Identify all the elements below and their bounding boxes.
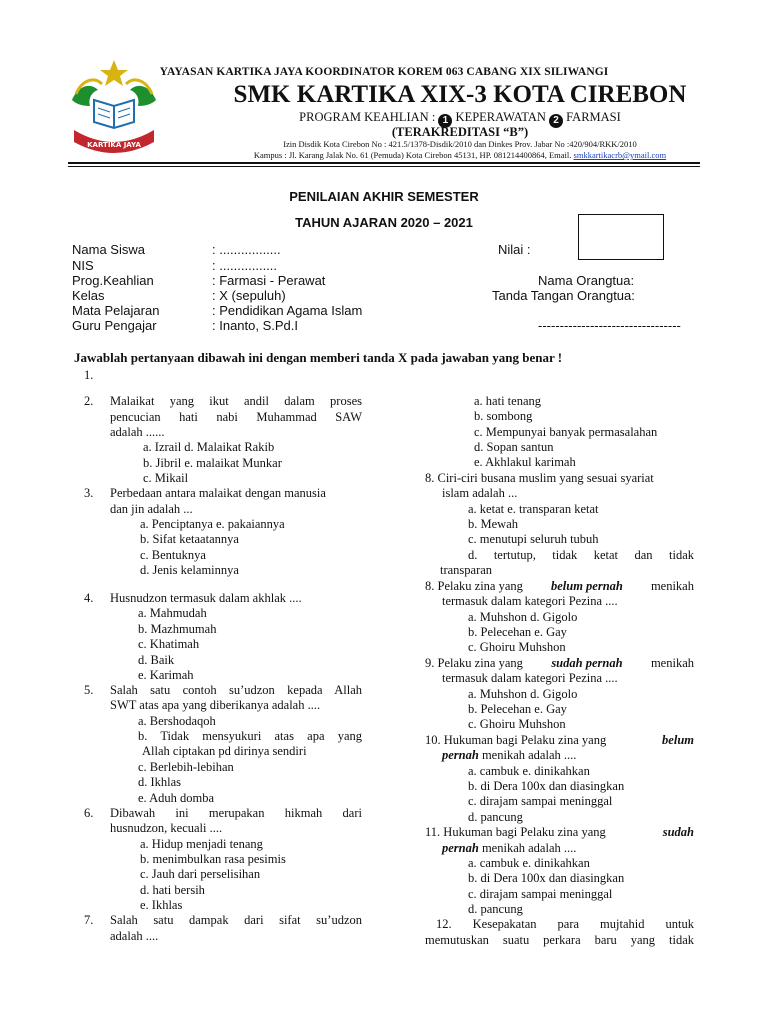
label-nama-orangtua: Nama Orangtua:	[538, 273, 635, 288]
q4-text-1: Husnudzon termasuk dalam akhlak ....	[110, 591, 302, 605]
label-nilai: Nilai :	[498, 242, 531, 257]
q12-text-1	[425, 825, 694, 841]
q12-text-post: menikah adalah ....	[481, 841, 577, 855]
header-divider	[68, 162, 700, 164]
q4-option-e[interactable]: e. Karimah	[138, 668, 194, 682]
q10-option-a-d[interactable]: a. Muhshon d. Gigolo	[468, 687, 578, 701]
q6-text-2: husnudzon, kecuali ....	[110, 821, 223, 835]
q5-option-a[interactable]: a. Bershodaqoh	[138, 714, 216, 728]
q2-option-b[interactable]: b. Jibril e. malaikat Munkar	[143, 456, 282, 470]
q8-text-1: 8. Ciri-ciri busana muslim yang sesuai syariat	[425, 471, 654, 485]
label-nis: NIS	[72, 258, 94, 273]
q3-text-1: Perbedaan antara malaikat dengan manusia	[110, 486, 326, 500]
number-one-icon: 1	[438, 114, 452, 128]
q10-text-1	[425, 656, 694, 672]
header-divider-thin	[68, 166, 700, 167]
q7-option-c[interactable]: c. Mempunyai banyak permasalahan	[474, 425, 658, 439]
score-box[interactable]	[578, 214, 664, 260]
value-kelas: : X (sepuluh)	[212, 288, 286, 303]
q6-option-d[interactable]: d. hati bersih	[140, 883, 205, 897]
q6-option-b[interactable]: b. menimbulkan rasa pesimis	[140, 852, 286, 866]
q2-number: 2.	[84, 394, 94, 408]
q11-text-1	[425, 733, 694, 749]
accreditation: (TERAKREDITASI “B”)	[391, 125, 529, 139]
q2-text-1: Malaikat yang ikut andil dalam proses	[110, 394, 362, 408]
q8-option-a[interactable]: a. ketat e. transparan ketat	[468, 502, 599, 516]
q9-emphasis: belum pernah	[550, 579, 623, 593]
q5-option-b[interactable]: b. Tidak mensyukuri atas apa yang	[138, 729, 362, 743]
label-guru-pengajar: Guru Pengajar	[72, 318, 157, 333]
campus-address	[160, 150, 760, 160]
q5-option-c[interactable]: c. Berlebih-lebihan	[138, 760, 234, 774]
q9-option-c[interactable]: c. Ghoiru Muhshon	[468, 640, 566, 654]
q2-text-2: pencucian hati nabi Muhammad SAW	[110, 410, 362, 424]
q6-text-1: Dibawah ini merupakan hikmah dari	[110, 806, 362, 820]
q11-text-pre: 10. Hukuman bagi Pelaku zina yang	[425, 733, 607, 747]
q4-option-b[interactable]: b. Mazhmumah	[138, 622, 217, 636]
q3-option-a[interactable]: a. Penciptanya e. pakaiannya	[140, 517, 285, 531]
q8-option-d-cont: transparan	[440, 563, 493, 577]
q5-text-2: SWT atas apa yang diberikanya adalah ....	[110, 698, 321, 712]
label-nama-siswa: Nama Siswa	[72, 242, 145, 257]
instruction: Jawablah pertanyaan dibawah ini dengan memberi tanda X pada jawaban yang benar !	[74, 350, 563, 365]
q8-option-d[interactable]: d. tertutup, tidak ketat dan tidak	[468, 548, 694, 562]
q1-number: 1.	[84, 368, 94, 382]
q11-text-post: menikah adalah ....	[481, 748, 577, 762]
label-mata-pelajaran: Mata Pelajaran	[72, 303, 160, 318]
foundation-name: YAYASAN KARTIKA JAYA KOORDINATOR KOREM 063 CABANG XIX SILIWANGI	[159, 66, 609, 78]
q13-text-1: 12. Kesepakatan para mujtahid untuk	[436, 917, 694, 931]
q3-number: 3.	[84, 486, 94, 500]
q2-text-3: adalah ......	[110, 425, 165, 439]
q4-option-d[interactable]: d. Baik	[138, 653, 175, 667]
q9-option-b-e[interactable]: b. Pelecehan e. Gay	[468, 625, 567, 639]
program-keperawatan: KEPERAWATAN	[455, 110, 546, 124]
q8-option-b[interactable]: b. Mewah	[468, 517, 518, 531]
q12-text-2	[442, 841, 576, 857]
q10-text-pre: 9. Pelaku zina yang	[425, 656, 523, 670]
q12-option-d[interactable]: d. pancung	[468, 902, 523, 916]
program-prefix: PROGRAM KEAHLIAN :	[299, 110, 436, 124]
q5-number: 5.	[84, 683, 94, 697]
q8-option-c[interactable]: c. menutupi seluruh tubuh	[468, 532, 599, 546]
value-prog-keahlian: : Farmasi - Perawat	[212, 273, 326, 288]
q4-number: 4.	[84, 591, 94, 605]
q9-text-2: termasuk dalam kategori Pezina ....	[442, 594, 618, 608]
q4-option-c[interactable]: c. Khatimah	[138, 637, 200, 651]
q6-option-c[interactable]: c. Jauh dari perselisihan	[140, 867, 261, 881]
label-tanda-tangan: Tanda Tangan Orangtua:	[492, 288, 635, 303]
q3-option-c[interactable]: c. Bentuknya	[140, 548, 206, 562]
q12-emphasis-2: pernah	[442, 841, 479, 855]
logo-ribbon-text: KARTIKA JAYA	[87, 141, 141, 149]
q7-option-a[interactable]: a. hati tenang	[474, 394, 541, 408]
number-two-icon: 2	[549, 114, 563, 128]
q7-option-d[interactable]: d. Sopan santun	[474, 440, 554, 454]
q7-option-e[interactable]: e. Akhlakul karimah	[474, 455, 576, 469]
q12-emphasis: sudah	[662, 825, 694, 839]
q9-option-a-d[interactable]: a. Muhshon d. Gigolo	[468, 610, 578, 624]
q5-option-e[interactable]: e. Aduh domba	[138, 791, 215, 805]
q12-option-b[interactable]: b. di Dera 100x dan diasingkan	[468, 871, 625, 885]
q6-number: 6.	[84, 806, 94, 820]
q6-option-a[interactable]: a. Hidup menjadi tenang	[140, 837, 263, 851]
q12-option-a-e[interactable]: a. cambuk e. dinikahkan	[468, 856, 590, 870]
school-name: SMK KARTIKA XIX-3 KOTA CIREBON	[233, 81, 687, 108]
license-line: Izin Disdik Kota Cirebon No : 421.5/1378-Disdik/2010 dan Dinkes Prov. Jabar No :420/904/RKK/2010	[283, 139, 637, 149]
value-nis[interactable]: : ................	[212, 258, 278, 273]
q5-option-b-cont: Allah ciptakan pd dirinya sendiri	[142, 744, 307, 758]
q10-emphasis: sudah pernah	[551, 656, 623, 670]
label-kelas: Kelas	[72, 288, 105, 303]
label-prog-keahlian: Prog.Keahlian	[72, 273, 154, 288]
email-link[interactable]: smkkartikacrb@ymail.com	[573, 150, 667, 160]
q7-number: 7.	[84, 913, 94, 927]
q11-text-2	[442, 748, 576, 764]
q10-text-post: menikah	[650, 656, 694, 670]
q12-option-c[interactable]: c. dirajam sampai meninggal	[468, 887, 613, 901]
signature-line[interactable]: ---------------------------------	[538, 318, 681, 333]
value-nama-siswa[interactable]: : .................	[212, 242, 281, 257]
q5-text-1: Salah satu contoh su’udzon kepada Allah	[110, 683, 362, 697]
q10-option-c[interactable]: c. Ghoiru Muhshon	[468, 717, 566, 731]
q2-option-c[interactable]: c. Mikail	[143, 471, 189, 485]
exam-title: PENILAIAN AKHIR SEMESTER	[289, 189, 479, 204]
q5-option-d[interactable]: d. Ikhlas	[138, 775, 182, 789]
q11-option-a-e[interactable]: a. cambuk e. dinikahkan	[468, 764, 590, 778]
q7-text-1: Salah satu dampak dari sifat su’udzon	[110, 913, 362, 927]
q7-text-2: adalah ....	[110, 929, 159, 943]
q9-text-pre: 8. Pelaku zina yang	[425, 579, 523, 593]
q2-option-a[interactable]: a. Izrail d. Malaikat Rakib	[143, 440, 275, 454]
q11-option-b[interactable]: b. di Dera 100x dan diasingkan	[468, 779, 625, 793]
q11-emphasis-2: pernah	[442, 748, 479, 762]
value-mata-pelajaran: : Pendidikan Agama Islam	[212, 303, 363, 318]
q7-option-b[interactable]: b. sombong	[474, 409, 533, 423]
q3-option-b[interactable]: b. Sifat ketaatannya	[140, 532, 239, 546]
q9-text-post: menikah	[650, 579, 694, 593]
q8-text-2: islam adalah ...	[442, 486, 518, 500]
q4-option-a[interactable]: a. Mahmudah	[138, 606, 207, 620]
q12-text-pre: 11. Hukuman bagi Pelaku zina yang	[425, 825, 606, 839]
campus-address-text: Kampus : Jl. Karang Jalak No. 61 (Pemuda) Kota Cirebon 45131, HP. 081214400864, Email.	[253, 150, 572, 160]
q11-option-c[interactable]: c. dirajam sampai meninggal	[468, 794, 613, 808]
q3-text-2: dan jin adalah ...	[110, 502, 193, 516]
q11-emphasis: belum	[662, 733, 694, 747]
q9-text-1	[425, 579, 694, 595]
q3-option-d[interactable]: d. Jenis kelaminnya	[140, 563, 239, 577]
q6-option-e[interactable]: e. Ikhlas	[140, 898, 183, 912]
academic-year: TAHUN AJARAN 2020 – 2021	[295, 215, 473, 230]
value-guru-pengajar: : Inanto, S.Pd.I	[212, 318, 298, 333]
q11-option-d[interactable]: d. pancung	[468, 810, 523, 824]
q13-text-2: memutuskan suatu perkara baru yang tidak	[425, 933, 694, 947]
q10-option-b-e[interactable]: b. Pelecehan e. Gay	[468, 702, 567, 716]
q10-text-2: termasuk dalam kategori Pezina ....	[442, 671, 618, 685]
program-farmasi: FARMASI	[566, 110, 621, 124]
